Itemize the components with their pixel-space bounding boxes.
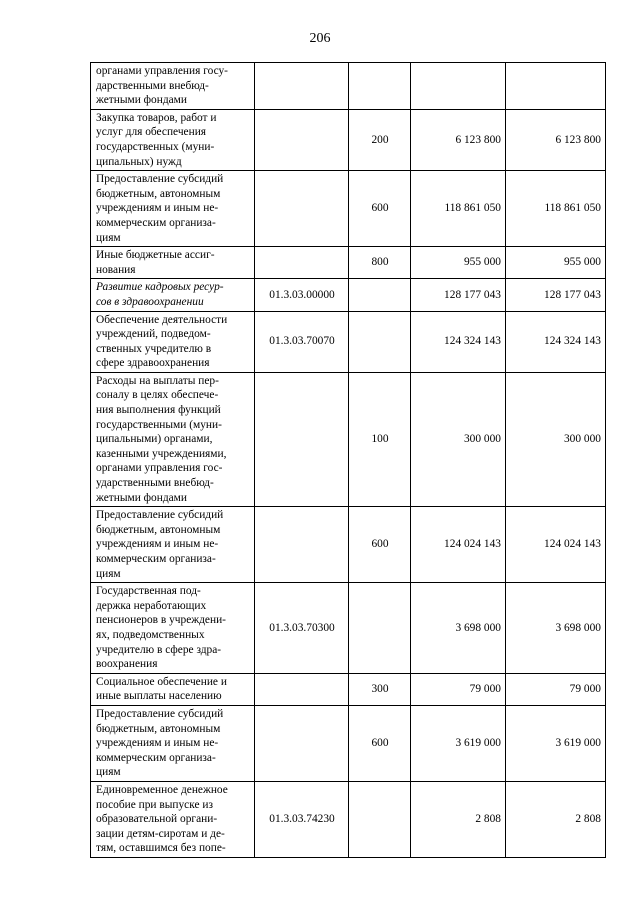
item-name-cell: Предоставление субсидий бюджетным, автономным учреждениям и иным не- коммерческим организа- циям (91, 171, 255, 247)
table-row (91, 311, 606, 372)
target-article-cell: 01.3.03.70300 (255, 583, 349, 674)
amount-second-year-cell: 6 123 800 (506, 109, 606, 170)
expense-type-cell: 200 (349, 109, 411, 170)
amount-first-year-cell: 955 000 (411, 247, 506, 279)
item-name-cell: Обеспечение деятельности учреждений, подведом- ственных учредителю в сфере здравоохранения (91, 311, 255, 372)
target-article-cell (255, 247, 349, 279)
table-row (91, 171, 606, 247)
expense-type-cell (349, 583, 411, 674)
amount-first-year-cell: 124 324 143 (411, 311, 506, 372)
amount-first-year-cell: 118 861 050 (411, 171, 506, 247)
table-row (91, 673, 606, 705)
item-name-cell: Государственная под- держка неработающих пенсионеров в учреждени- ях, подведомственных учредителю в сфере здра- воохранения (91, 583, 255, 674)
amount-second-year-cell: 128 177 043 (506, 279, 606, 311)
item-name-cell: Социальное обеспечение и иные выплаты населению (91, 673, 255, 705)
item-name-cell: Предоставление субсидий бюджетным, автономным учреждениям и иным не- коммерческим организа- циям (91, 507, 255, 583)
expense-type-cell (349, 279, 411, 311)
item-name-cell: Закупка товаров, работ и услуг для обеспечения государственных (муни- ципальных) нужд (91, 109, 255, 170)
item-name-cell: Иные бюджетные ассиг- нования (91, 247, 255, 279)
page-number: 206 (309, 31, 331, 46)
table-row (91, 109, 606, 170)
amount-first-year-cell (411, 63, 506, 110)
target-article-cell (255, 507, 349, 583)
budget-table (90, 62, 606, 858)
item-name-cell: Развитие кадровых ресур- сов в здравоохранении (91, 279, 255, 311)
amount-second-year-cell (506, 63, 606, 110)
amount-second-year-cell: 2 808 (506, 781, 606, 857)
expense-type-cell: 600 (349, 705, 411, 781)
target-article-cell (255, 372, 349, 506)
amount-first-year-cell: 3 698 000 (411, 583, 506, 674)
expense-type-cell: 100 (349, 372, 411, 506)
amount-second-year-cell: 118 861 050 (506, 171, 606, 247)
expense-type-cell (349, 63, 411, 110)
amount-second-year-cell: 3 619 000 (506, 705, 606, 781)
table-row (91, 63, 606, 110)
target-article-cell (255, 673, 349, 705)
expense-type-cell: 300 (349, 673, 411, 705)
amount-second-year-cell: 955 000 (506, 247, 606, 279)
amount-first-year-cell: 128 177 043 (411, 279, 506, 311)
table-row (91, 247, 606, 279)
expense-type-cell: 600 (349, 171, 411, 247)
target-article-cell: 01.3.03.70070 (255, 311, 349, 372)
item-name-cell: Единовременное денежное пособие при выпуске из образовательной органи- зации детям-сиротам и де- тям, оставшимся без попе- (91, 781, 255, 857)
expense-type-cell (349, 311, 411, 372)
amount-first-year-cell: 300 000 (411, 372, 506, 506)
target-article-cell (255, 705, 349, 781)
item-name-cell: Расходы на выплаты пер- соналу в целях обеспече- ния выполнения функций государственными (муни- ципальными) органами, казенными учреждениями, органами управления гос- ударственными внебюд- жетными фондами (91, 372, 255, 506)
amount-second-year-cell: 3 698 000 (506, 583, 606, 674)
amount-second-year-cell: 300 000 (506, 372, 606, 506)
amount-first-year-cell: 6 123 800 (411, 109, 506, 170)
target-article-cell (255, 109, 349, 170)
amount-second-year-cell: 79 000 (506, 673, 606, 705)
amount-first-year-cell: 3 619 000 (411, 705, 506, 781)
table-row (91, 781, 606, 857)
expense-type-cell: 800 (349, 247, 411, 279)
target-article-cell: 01.3.03.74230 (255, 781, 349, 857)
amount-second-year-cell: 124 324 143 (506, 311, 606, 372)
amount-first-year-cell: 79 000 (411, 673, 506, 705)
table-row (91, 705, 606, 781)
item-name-cell: Предоставление субсидий бюджетным, автономным учреждениям и иным не- коммерческим организа- циям (91, 705, 255, 781)
amount-first-year-cell: 124 024 143 (411, 507, 506, 583)
target-article-cell (255, 63, 349, 110)
table-row (91, 583, 606, 674)
item-name-cell: органами управления госу- дарственными внебюд- жетными фондами (91, 63, 255, 110)
table-row (91, 507, 606, 583)
budget-table-body (91, 63, 606, 858)
expense-type-cell: 600 (349, 507, 411, 583)
amount-second-year-cell: 124 024 143 (506, 507, 606, 583)
table-row (91, 279, 606, 311)
target-article-cell (255, 171, 349, 247)
target-article-cell: 01.3.03.00000 (255, 279, 349, 311)
amount-first-year-cell: 2 808 (411, 781, 506, 857)
expense-type-cell (349, 781, 411, 857)
table-row (91, 372, 606, 506)
